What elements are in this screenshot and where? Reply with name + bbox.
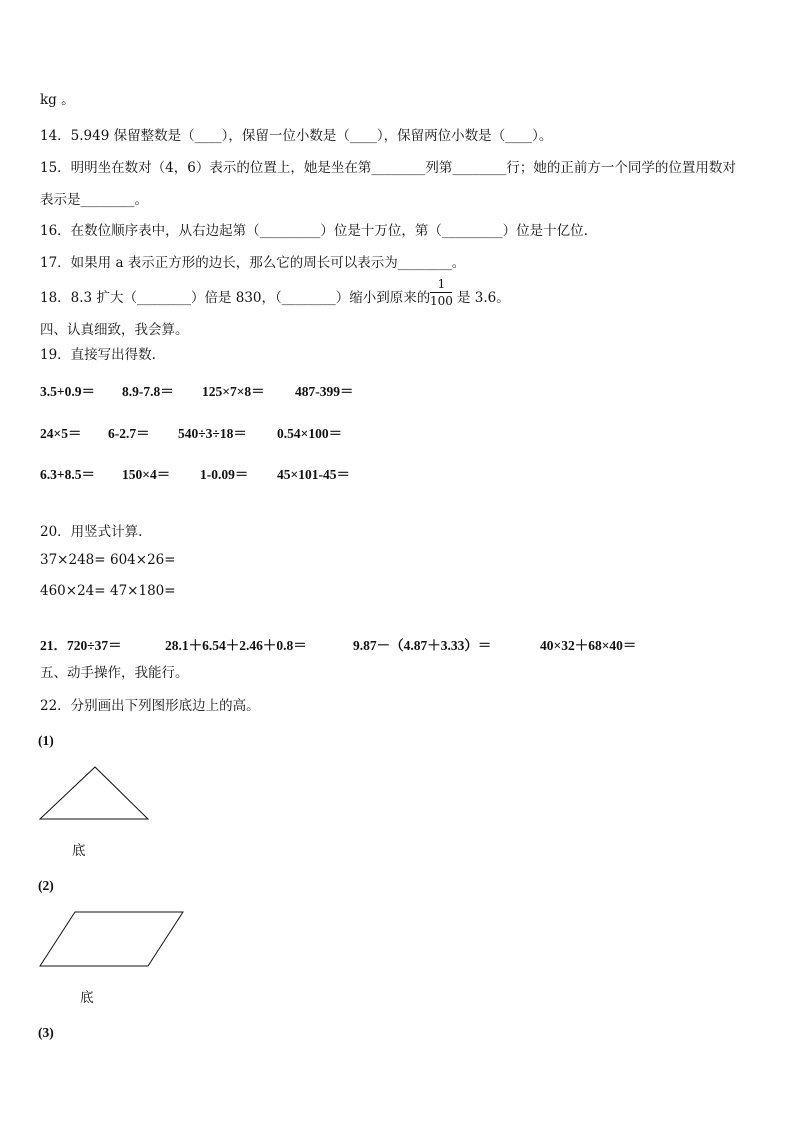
question-22: 22．分别画出下列图形底边上的高。 xyxy=(40,698,260,714)
calc-item: 8.9-7.8＝ xyxy=(122,384,174,399)
calc-item: 45×101-45＝ xyxy=(277,467,350,482)
calc-item: 24×5＝ xyxy=(40,426,82,441)
calc-item: 1-0.09＝ xyxy=(200,467,249,482)
question-21-item: 40×32＋68×40＝ xyxy=(540,638,637,653)
question-20: 20．用竖式计算. xyxy=(40,524,143,540)
vertical-calc-item: 47×180= xyxy=(110,583,176,599)
section-4-heading: 四、认真细致，我会算。 xyxy=(40,322,189,338)
question-21-item: 21．720÷37＝ xyxy=(40,638,122,653)
calc-item: 0.54×100＝ xyxy=(277,426,343,441)
vertical-calc-item: 37×248= xyxy=(40,552,106,568)
figure-1-label: (1) xyxy=(38,733,54,748)
figure-2-base-label: 底 xyxy=(80,990,94,1006)
calc-item: 150×4＝ xyxy=(122,467,171,482)
figure-3-label: (3) xyxy=(38,1025,54,1040)
question-15-line2: 表示是________。 xyxy=(40,192,148,208)
vertical-calc-item: 460×24= xyxy=(40,583,106,599)
calc-item: 125×7×8＝ xyxy=(202,384,265,399)
calc-item: 3.5+0.9＝ xyxy=(40,384,95,399)
question-21-item: 28.1＋6.54＋2.46＋0.8＝ xyxy=(165,638,307,653)
figure-2-label: (2) xyxy=(38,878,54,893)
calc-item: 6.3+8.5＝ xyxy=(40,467,95,482)
question-21-item: 9.87－（4.87＋3.33）＝ xyxy=(353,638,492,653)
calc-item: 6-2.7＝ xyxy=(108,426,150,441)
kg-unit-text: kg 。 xyxy=(40,92,75,108)
section-5-heading: 五、动手操作，我能行。 xyxy=(40,665,189,681)
question-16: 16．在数位顺序表中，从右边起第（_________）位是十万位，第（_________）位是十亿位. xyxy=(40,223,588,239)
fraction-denominator: 100 xyxy=(430,294,453,308)
calc-item: 540÷3÷18＝ xyxy=(178,426,247,441)
question-15-line1: 15．明明坐在数对（4，6）表示的位置上，她是坐在第________列第________行；她的正前方一个同学的位置用数对 xyxy=(40,160,736,176)
figure-1-base-label: 底 xyxy=(72,843,86,859)
question-14: 14．5.949 保留整数是（____），保留一位小数是（____），保留两位小数是（____）。 xyxy=(40,128,553,144)
fraction-numerator: 1 xyxy=(437,277,446,291)
vertical-calc-item: 604×26= xyxy=(110,552,176,568)
calc-item: 487-399＝ xyxy=(295,384,354,399)
question-19: 19．直接写出得数. xyxy=(40,347,156,363)
question-18-part2: 是 3.6。 xyxy=(457,290,510,306)
question-18-part1: 18．8.3 扩大（________）倍是 830，（________）缩小到原来的 xyxy=(40,290,431,306)
question-17: 17．如果用 a 表示正方形的边长，那么它的周长可以表示为________。 xyxy=(40,255,466,271)
